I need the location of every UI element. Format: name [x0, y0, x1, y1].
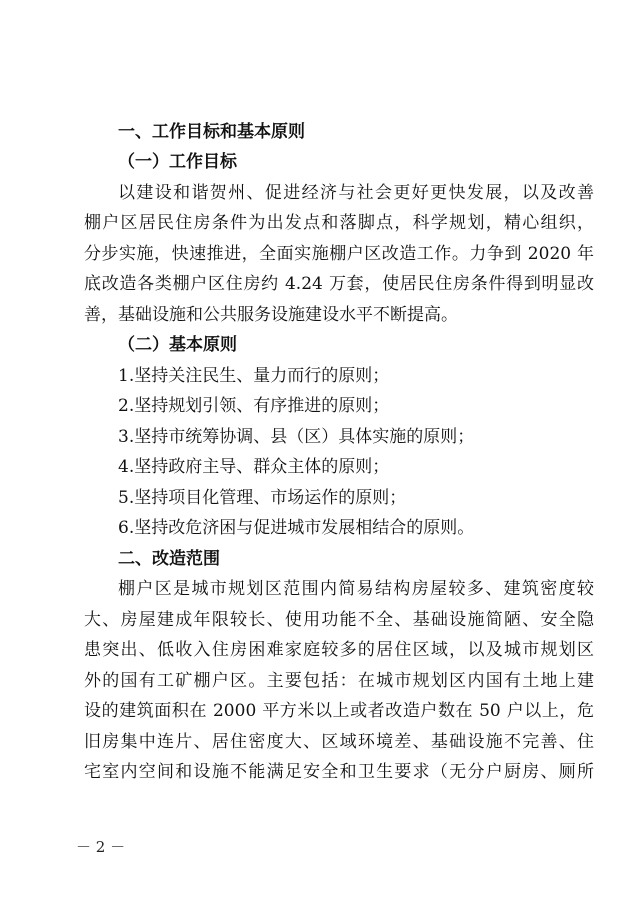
- section-1-heading: 一、工作目标和基本原则: [118, 122, 305, 142]
- principle-item: 1.坚持关注民生、量力而行的原则；: [118, 366, 390, 386]
- paragraph-line: 外的国有工矿棚户区。主要包括：在城市规划区内国有土地上建: [84, 671, 594, 691]
- paragraph-line: 大、房屋建成年限较长、使用功能不全、基础设施简陋、安全隐: [84, 610, 594, 630]
- principle-item: 2.坚持规划引领、有序推进的原则；: [118, 396, 390, 416]
- page-number: － 2 －: [76, 838, 126, 856]
- principle-item: 3.坚持市统筹协调、县（区）具体实施的原则；: [118, 427, 475, 447]
- principle-item: 5.坚持项目化管理、市场运作的原则；: [118, 488, 407, 508]
- paragraph-line: 底改造各类棚户区住房约 4.24 万套，使居民住房条件得到明显改: [84, 274, 594, 294]
- principle-item: 6.坚持改危济困与促进城市发展相结合的原则。: [118, 518, 475, 538]
- paragraph-line: 以建设和谐贺州、促进经济与社会更好更快发展，以及改善: [118, 183, 594, 203]
- subsection-2-heading: （二）基本原则: [118, 335, 237, 355]
- paragraph-line: 旧房集中连片、居住密度大、区域环境差、基础设施不完善、住: [84, 732, 594, 752]
- paragraph-line: 设的建筑面积在 2000 平方米以上或者改造户数在 50 户以上，危: [84, 701, 594, 721]
- paragraph-line: 棚户区是城市规划区范围内简易结构房屋较多、建筑密度较: [118, 579, 594, 599]
- principle-item: 4.坚持政府主导、群众主体的原则；: [118, 457, 390, 477]
- paragraph-line: 分步实施，快速推进，全面实施棚户区改造工作。力争到 2020 年: [84, 244, 594, 264]
- paragraph-line: 患突出、低收入住房困难家庭较多的居住区域，以及城市规划区: [84, 640, 594, 660]
- section-2-heading: 二、改造范围: [118, 549, 220, 569]
- subsection-1-heading: （一）工作目标: [118, 152, 237, 172]
- paragraph-line: 善，基础设施和公共服务设施建设水平不断提高。: [84, 305, 458, 325]
- paragraph-line: 棚户区居民住房条件为出发点和落脚点，科学规划，精心组织，: [84, 213, 594, 233]
- paragraph-line: 宅室内空间和设施不能满足安全和卫生要求（无分户厨房、厕所: [84, 762, 594, 782]
